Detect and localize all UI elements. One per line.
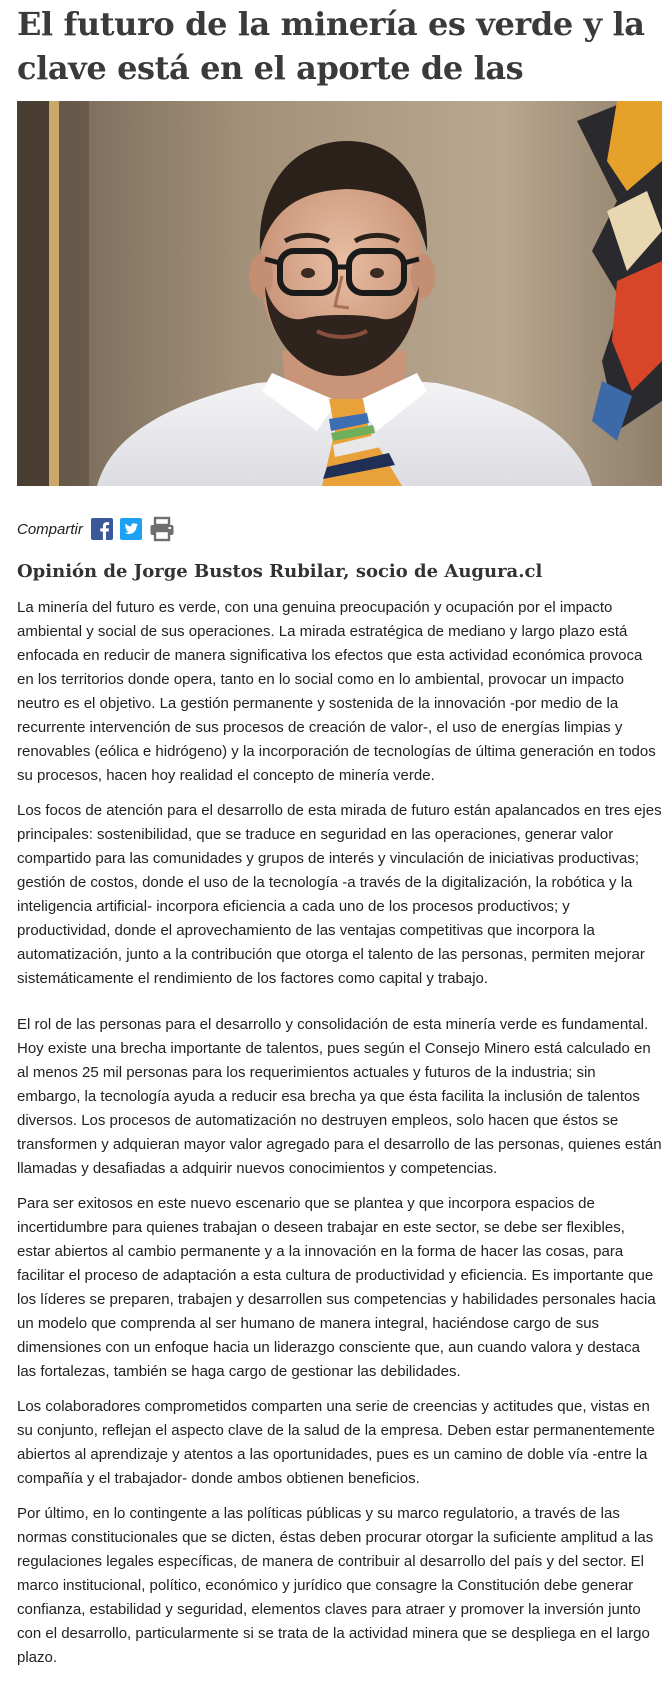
facebook-icon[interactable] — [91, 518, 113, 540]
article-paragraph: El rol de las personas para el desarrollo y consolidación de esta minería verde es fundamental. Hoy existe una brecha importante de talentos, pues según el Consejo Minero está calculado en al menos 25 mil personas para los requerimientos actuales y futuros de la industria; sin embargo, la tecnología ayuda a reducir esa brecha ya que ésta facilita la inclusión de talentos diversos. Los procesos de automatización no destruyen empleos, solo hacen que éstos se transformen y adquieran mayor valor agregado para el desarrollo de las personas, quienes están llamadas y desafiadas a adquirir nuevos conocimientos y competencias. — [17, 1016, 662, 1177]
article-paragraph: Los focos de atención para el desarrollo de esta mirada de futuro están apalancados en tres ejes principales: sostenibilidad, que se traduce en seguridad en las operaciones, generar valor compartido para las comunidades y grupos de interés y vinculación de iniciativas productivas; gestión de costos, donde el uso de la tecnología -a través de la digitalización, la robótica y la inteligencia artificial- incorpora eficiencia a cada uno de los procesos productivos; y productividad, donde el aprovechamiento de las ventajas competitivas que incorpora la automatización, junto a la contribución que otorga el talento de las personas, permiten mejorar sistemáticamente el rendimiento de los factores como capital y trabajo. — [17, 802, 662, 987]
share-bar — [17, 515, 175, 543]
author-byline: Opinión de Jorge Bustos Rubilar, socio de Augura.cl — [17, 561, 543, 582]
article-paragraph: Para ser exitosos en este nuevo escenario que se plantea y que incorpora espacios de incertidumbre para quienes trabajan o deseen trabajar en este sector, se debe ser flexibles, estar abiertos al cambio permanente y a la innovación en la forma de hacer las cosas, para facilitar el proceso de adaptación a esta cultura de productividad y eficiencia. Es importante que los líderes se preparen, trabajen y desarrollen sus competencias y habilidades personales hacia un modelo que comprenda al ser humano de manera integral, haciéndose cargo de sus dimensiones con un enfoque hacia un liderazgo consciente que, aun cuando valora y destaca las fortalezas, también se haga cargo de gestionar las debilidades. — [17, 1195, 656, 1380]
share-label: Compartir — [17, 520, 83, 538]
print-icon[interactable] — [149, 516, 175, 542]
article-paragraph: Por último, en lo contingente a las políticas públicas y su marco regulatorio, a través de las normas constitucionales que se dicten, éstas deben procurar otorgar la suficiente amplitud a las regulaciones legales específicas, de manera de contribuir al desarrollo del país y del sector. El marco institucional, político, económico y jurídico que consagre la Constitución debe generar confianza, estabilidad y seguridad, elementos claves para atraer y promover la inversión junto con el desarrollo, particularmente si se trata de la actividad minera que se despliega en el largo plazo. — [17, 1505, 654, 1666]
article-paragraph: Los colaboradores comprometidos comparten una serie de creencias y actitudes que, vistas en su conjunto, reflejan el aspecto clave de la salud de la empresa. Deben estar permanentemente abiertos al aprendizaje y atentos a las oportunidades, pues es un camino de doble vía -entre la compañía y el trabajador- donde ambos obtienen beneficios. — [17, 1398, 655, 1487]
article-title: El futuro de la minería es verde y la clave está en el aporte de las — [17, 5, 645, 87]
article-paragraph: La minería del futuro es verde, con una genuina preocupación y ocupación por el impacto ambiental y social de sus operaciones. La mirada estratégica de mediano y largo plazo está enfocada en reducir de manera significativa los efectos que esta actividad económica provoca en los territorios donde opera, tanto en lo social como en lo ambiental, provocar un impacto neutro es el objetivo. La gestión permanente y sostenida de la innovación -por medio de la recurrente intervención de sus procesos de creación de valor-, el uso de energías limpias y renovables (eólica e hidrógeno) y la incorporación de tecnologías de última generación en todos su procesos, hacen hoy realidad el concepto de minería verde. — [17, 599, 656, 784]
author-portrait-image — [17, 101, 662, 486]
twitter-icon[interactable] — [120, 518, 142, 540]
author-photo — [17, 101, 662, 486]
article-body — [17, 596, 662, 1681]
